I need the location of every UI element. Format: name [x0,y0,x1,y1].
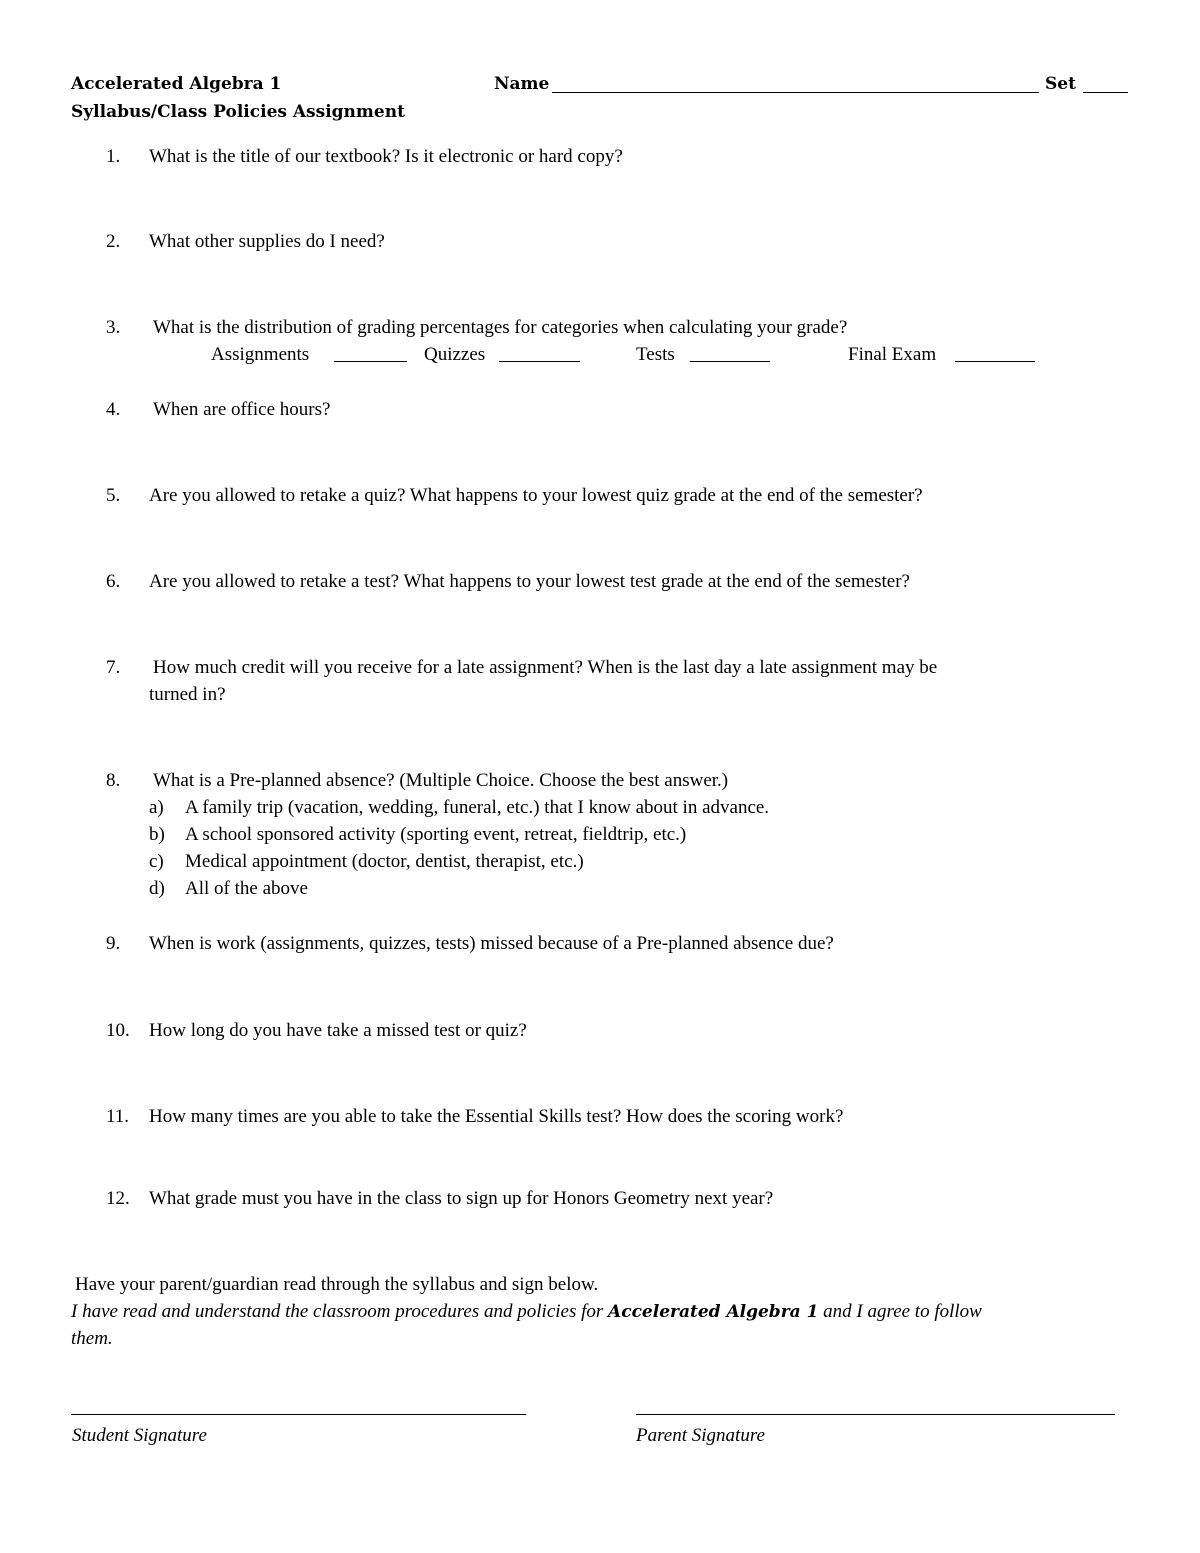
question-text: Are you allowed to retake a quiz? What happens to your lowest quiz grade at the end of the semester? [149,485,923,506]
question-number: 6. [106,571,121,592]
agreement-post: and I agree to follow [823,1301,982,1322]
choice-text: A school sponsored activity (sporting event, retreat, fieldtrip, etc.) [185,824,687,845]
choice-text: A family trip (vacation, wedding, funeral, etc.) that I know about in advance. [185,797,770,818]
question-number: 8. [106,770,121,791]
grading-quizzes-label: Quizzes [424,344,486,365]
course-title: Accelerated Algebra 1 [71,74,282,94]
grading-final-label: Final Exam [848,344,937,365]
final-percent-field[interactable] [955,361,1035,362]
question-number: 5. [106,485,121,506]
name-label: Name [494,74,550,94]
question-number: 10. [106,1020,130,1041]
name-field[interactable] [552,92,1039,93]
question-text: How long do you have take a missed test or quiz? [149,1020,527,1041]
question-text: What is the title of our textbook? Is it electronic or hard copy? [149,146,623,167]
student-signature-line[interactable] [71,1414,526,1415]
assignment-subtitle: Syllabus/Class Policies Assignment [71,102,405,122]
question-text: How many times are you able to take the Essential Skills test? How does the scoring work? [149,1106,844,1127]
question-text: When are office hours? [153,399,331,420]
grading-tests-label: Tests [636,344,675,365]
agreement-pre: I have read and understand the classroom procedures and policies for [71,1301,604,1322]
choice-letter: a) [149,797,164,818]
student-signature-label: Student Signature [72,1425,207,1446]
agreement-course: Accelerated Algebra 1 [608,1302,819,1322]
parent-signature-label: Parent Signature [636,1425,765,1446]
question-text: When is work (assignments, quizzes, tests) missed because of a Pre-planned absence due? [149,933,834,954]
question-text: What is a Pre-planned absence? (Multiple Choice. Choose the best answer.) [153,770,729,791]
question-text: What is the distribution of grading percentages for categories when calculating your grade? [153,317,848,338]
parent-signature-line[interactable] [636,1414,1115,1415]
question-number: 7. [106,657,121,678]
set-field[interactable] [1083,92,1128,93]
question-text: Are you allowed to retake a test? What happens to your lowest test grade at the end of the semester? [149,571,910,592]
set-label: Set [1045,74,1076,94]
agreement-statement [71,1302,982,1321]
parent-instruction: Have your parent/guardian read through the syllabus and sign below. [75,1274,599,1295]
question-number: 1. [106,146,121,167]
agreement-end: them. [71,1328,113,1349]
choice-letter: d) [149,878,165,899]
question-number: 2. [106,231,121,252]
assignments-percent-field[interactable] [334,361,407,362]
choice-text: Medical appointment (doctor, dentist, therapist, etc.) [185,851,584,872]
question-number: 12. [106,1188,130,1209]
question-text-continued: turned in? [149,684,226,705]
choice-letter: b) [149,824,165,845]
quizzes-percent-field[interactable] [499,361,580,362]
choice-text: All of the above [185,878,308,899]
question-number: 4. [106,399,121,420]
question-number: 9. [106,933,121,954]
question-text: How much credit will you receive for a late assignment? When is the last day a late assignment may be [153,657,938,678]
tests-percent-field[interactable] [690,361,770,362]
grading-assignments-label: Assignments [211,344,310,365]
question-number: 11. [106,1106,130,1127]
question-number: 3. [106,317,121,338]
question-text: What other supplies do I need? [149,231,385,252]
choice-letter: c) [149,851,164,872]
question-text: What grade must you have in the class to sign up for Honors Geometry next year? [149,1188,774,1209]
